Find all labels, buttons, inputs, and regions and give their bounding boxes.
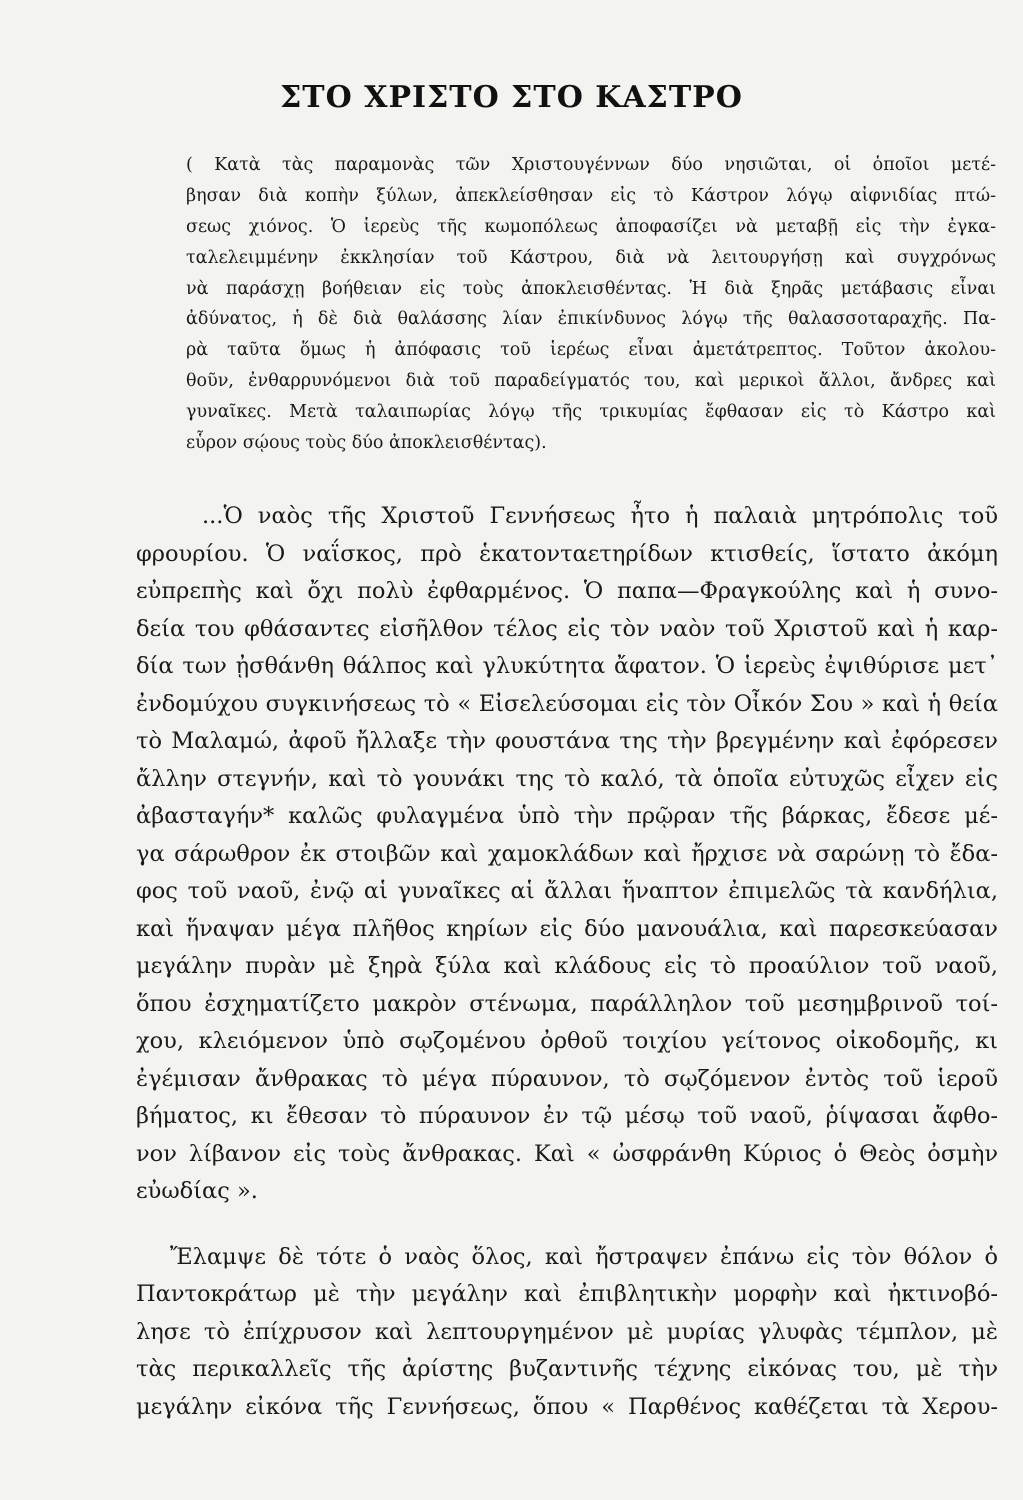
text-line: λησε τὸ ἐπίχρυσον καὶ λεπτουργημένον μὲ μυρίας γλυφὰς τέμπλον, μὲ <box>136 1318 998 1345</box>
paragraph-spacer <box>136 1211 998 1239</box>
text-line: τὰς περικαλλεῖς τῆς ἀρίστης βυζαντινῆς τέχνης εἰκόνας του, μὲ τὴν <box>136 1356 998 1382</box>
text-line: Ἔλαμψε δὲ τότε ὁ ναὸς ὅλος, καὶ ἤστραψεν ἐπάνω εἰς τὸν θόλον ὁ <box>170 1243 998 1270</box>
paragraph-2 <box>136 1239 998 1427</box>
text-line: ...Ὁ ναὸς τῆς Χριστοῦ Γεννήσεως ἦτο ἡ παλαιὰ μητρόπολις τοῦ <box>202 503 998 529</box>
text-line: εὐπρεπὴς καὶ ὄχι πολὺ ἐφθαρμένος. Ὁ παπα—Φραγκούλης καὶ ἡ συνο- <box>136 578 998 604</box>
text-line: μεγάλην πυρὰν μὲ ξηρὰ ξύλα καὶ κλάδους εἰς τὸ προαύλιον τοῦ ναοῦ, <box>136 953 998 979</box>
main-text <box>136 498 998 1426</box>
text-line: ὅπου ἐσχηματίζετο μακρὸν στένωμα, παράλληλον τοῦ μεσημβρινοῦ τοί- <box>136 990 998 1017</box>
text-line: ἀβασταγήν* καλῶς φυλαγμένα ὑπὸ τὴν πρῷραν τῆς βάρκας, ἔδεσε μέ- <box>136 803 998 829</box>
text-line: γα σάρωθρον ἐκ στοιβῶν καὶ χαμοκλάδων καὶ ἤρχισε νὰ σαρώνῃ τὸ ἔδα- <box>136 840 998 867</box>
intro-summary <box>186 150 996 459</box>
text-line: καὶ ἥναψαν μέγα πλῆθος κηρίων εἰς δύο μανουάλια, καὶ παρεσκεύασαν <box>136 915 998 942</box>
text-line: φος τοῦ ναοῦ, ἐνῷ αἱ γυναῖκες αἱ ἄλλαι ἥναπτον ἐπιμελῶς τὰ κανδήλια, <box>136 878 998 904</box>
text-line: φρουρίου. Ὁ ναΐσκος, πρὸ ἑκατονταετηρίδων κτισθείς, ἵστατο ἀκόμη <box>136 540 998 567</box>
intro-line: ταλελειμμένην ἐκκλησίαν τοῦ Κάστρου, διὰ νὰ λειτουργήσῃ καὶ συγχρόνως <box>186 247 996 268</box>
text-line: ἄλλην στεγνήν, καὶ τὸ γουνάκι της τὸ καλό, τὰ ὁποῖα εὐτυχῶς εἶχεν εἰς <box>136 765 998 792</box>
intro-line: θοῦν, ἐνθαρρυνόμενοι διὰ τοῦ παραδείγματός του, καὶ μερικοὶ ἄλλοι, ἄνδρες καὶ <box>186 371 996 392</box>
text-line: τὸ Μαλαμώ, ἀφοῦ ἤλλαξε τὴν φουστάνα της τὴν βρεγμένην καὶ ἐφόρεσεν <box>136 728 998 754</box>
text-line: νον λίβανον εἰς τοὺς ἄνθρακας. Καὶ « ὠσφράνθη Κύριος ὁ Θεὸς ὀσμὴν <box>136 1140 998 1167</box>
intro-line: βησαν διὰ κοπὴν ξύλων, ἀπεκλείσθησαν εἰς τὸ Κάστρον λόγῳ αἰφνιδίας πτώ- <box>186 185 996 206</box>
text-line: Παντοκράτωρ μὲ τὴν μεγάλην καὶ ἐπιβλητικὴν μορφὴν καὶ ἠκτινοβό- <box>136 1281 998 1307</box>
text-line: βήματος, κι ἔθεσαν τὸ πύραυνον ἐν τῷ μέσῳ τοῦ ναοῦ, ῥίψασαι ἄφθο- <box>136 1103 998 1129</box>
text-line: δία των ᾐσθάνθη θάλπος καὶ γλυκύτητα ἄφατον. Ὁ ἱερεὺς ἐψιθύρισε μετ᾽ <box>136 653 998 679</box>
intro-line: σεως χιόνος. Ὁ ἱερεὺς τῆς κωμοπόλεως ἀποφασίζει νὰ μεταβῇ εἰς τὴν ἐγκα- <box>186 216 996 237</box>
paragraph-1 <box>136 498 998 1211</box>
text-line: ἐγέμισαν ἄνθρακας τὸ μέγα πύραυνον, τὸ σῳζόμενον ἐντὸς τοῦ ἱεροῦ <box>136 1065 998 1092</box>
text-line: εὐωδίας ». <box>136 1178 258 1204</box>
intro-line: ( Κατὰ τὰς παραμονὰς τῶν Χριστουγέννων δύο νησιῶται, οἱ ὁποῖοι μετέ- <box>186 155 996 175</box>
text-line: χου, κλειόμενον ὑπὸ σῳζομένου ὀρθοῦ τοιχίου γείτονος οἰκοδομῆς, κι <box>136 1028 998 1054</box>
page-title: ΣΤΟ ΧΡΙΣΤΟ ΣΤΟ ΚΑΣΤΡΟ <box>280 80 743 115</box>
intro-line: ρὰ ταῦτα ὅμως ἡ ἀπόφασις τοῦ ἱερέως εἶναι ἀμετάτρεπτος. Τοῦτον ἀκολου- <box>186 340 996 361</box>
intro-line: εὗρον σῴους τοὺς δύο ἀποκλεισθέντας). <box>186 433 547 454</box>
text-line: μεγάλην εἰκόνα τῆς Γεννήσεως, ὅπου « Παρθένος καθέζεται τὰ Χερου- <box>136 1393 998 1420</box>
text-line: ἐνδομύχου συγκινήσεως τὸ « Εἰσελεύσομαι εἰς τὸν Οἶκόν Σου » καὶ ἡ θεία <box>136 690 998 717</box>
intro-line: νὰ παράσχῃ βοήθειαν εἰς τοὺς ἀποκλεισθέντας. Ἡ διὰ ξηρᾶς μετάβασις εἶναι <box>186 278 996 299</box>
text-line: δεία του φθάσαντες εἰσῆλθον τέλος εἰς τὸν ναὸν τοῦ Χριστοῦ καὶ ἡ καρ- <box>136 615 998 642</box>
intro-line: ἀδύνατος, ἡ δὲ διὰ θαλάσσης λίαν ἐπικίνδυνος λόγῳ τῆς θαλασσοταραχῆς. Πα- <box>186 309 996 330</box>
intro-line: γυναῖκες. Μετὰ ταλαιπωρίας λόγῳ τῆς τρικυμίας ἔφθασαν εἰς τὸ Κάστρο καὶ <box>186 402 996 423</box>
